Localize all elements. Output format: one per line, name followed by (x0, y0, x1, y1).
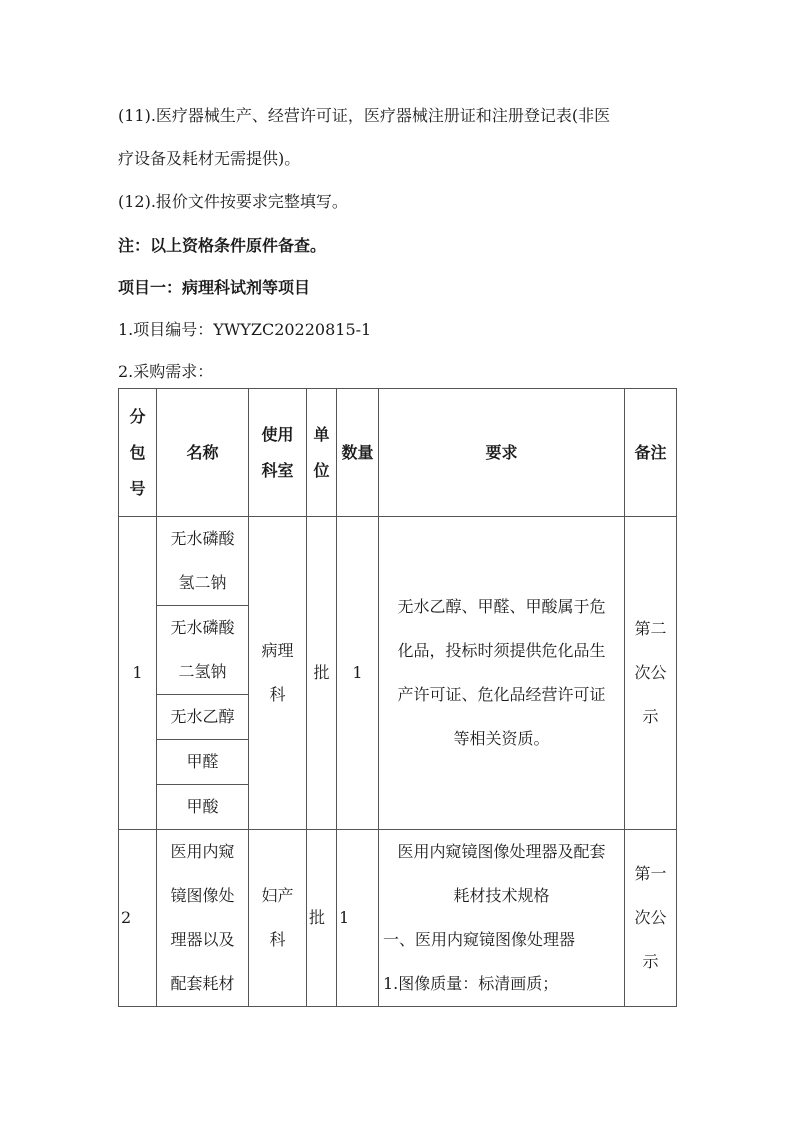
item-11-line-2: 疗设备及耗材无需提供)。 (118, 149, 301, 168)
cell-unit: 批 (307, 830, 337, 1007)
requirements-table (118, 388, 677, 1007)
item-12: (12).报价文件按要求完整填写。 (118, 192, 348, 211)
cell-unit: 批 (307, 517, 337, 830)
cell-name: 无水乙醇 (157, 695, 249, 740)
cell-package-no: 1 (119, 517, 157, 830)
cell-name: 无水磷酸 二氢钠 (157, 606, 249, 695)
cell-dept: 妇产 科 (249, 830, 307, 1007)
header-package-no: 分 包 号 (119, 389, 157, 517)
cell-remark: 第二 次公 示 (625, 517, 677, 830)
project-title: 项目一：病理科试剂等项目 (118, 278, 311, 297)
header-remark: 备注 (625, 389, 677, 517)
cell-name: 甲醛 (157, 740, 249, 785)
header-name: 名称 (157, 389, 249, 517)
qualification-note: 注：以上资格条件原件备查。 (118, 236, 327, 255)
cell-name: 甲酸 (157, 785, 249, 830)
item-11-line-1: (11).医疗器械生产、经营许可证，医疗器械注册证和注册登记表(非医 (118, 106, 611, 125)
cell-name: 无水磷酸 氢二钠 (157, 517, 249, 606)
cell-name: 医用内窥 镜图像处 理器以及 配套耗材 (157, 830, 249, 1007)
cell-remark: 第一 次公 示 (625, 830, 677, 1007)
header-requirement: 要求 (379, 389, 625, 517)
table-row (119, 830, 677, 1007)
purchase-requirements-label: 2.采购需求： (118, 362, 214, 381)
table-header-row (119, 389, 677, 517)
header-quantity: 数量 (337, 389, 379, 517)
header-dept: 使用 科室 (249, 389, 307, 517)
cell-quantity: 1 (337, 517, 379, 830)
cell-dept: 病理 科 (249, 517, 307, 830)
header-unit: 单 位 (307, 389, 337, 517)
project-number: 1.项目编号：YWYZC20220815-1 (118, 320, 372, 339)
table-row (119, 517, 677, 606)
cell-requirement: 无水乙醇、甲醛、甲酸属于危 化品，投标时须提供危化品生 产许可证、危化品经营许可证 等相关资质。 (379, 517, 625, 830)
cell-quantity: 1 (337, 830, 379, 1007)
cell-package-no: 2 (119, 830, 157, 1007)
cell-requirement: 医用内窥镜图像处理器及配套 耗材技术规格 一、医用内窥镜图像处理器 1.图像质量：标清画质； (379, 830, 625, 1007)
